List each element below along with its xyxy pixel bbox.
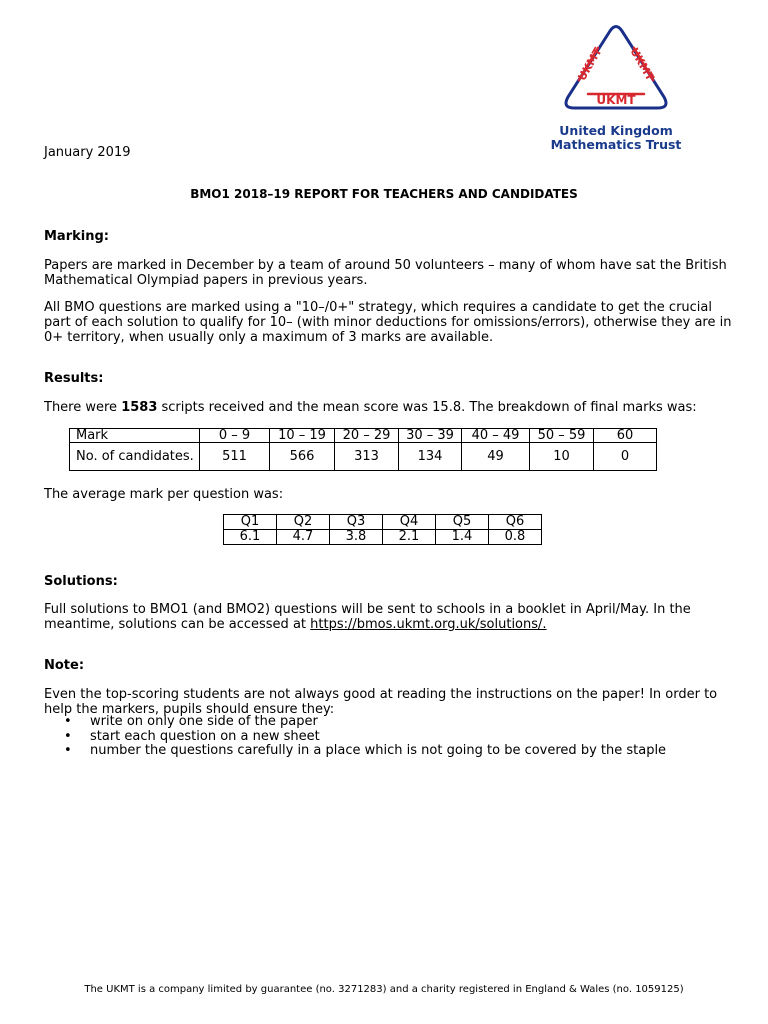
range-cell: 30 – 39 xyxy=(399,429,462,443)
range-cell: 60 xyxy=(594,429,657,443)
report-title: BMO1 2018–19 REPORT FOR TEACHERS AND CANDIDATES xyxy=(190,187,578,201)
bullet-icon: • xyxy=(64,728,72,744)
marking-paragraph-2: All BMO questions are marked using a "10–/0+" strategy, which requires a candidate to get the crucial part of each solution to qualify for 10– (with minor deductions for omissions/errors), otherwise they are in 0+ territory, when usually only a maximum of 3 marks are available. xyxy=(44,300,732,345)
logo-band-bottom-text: UKMT xyxy=(596,93,636,107)
list-item xyxy=(64,730,666,745)
average-cell: 2.1 xyxy=(383,530,436,545)
table-row xyxy=(224,530,542,545)
bullet-text: number the questions carefully in a place which is not going to be covered by the staple xyxy=(90,743,667,758)
count-cell: 313 xyxy=(335,443,399,471)
logo-band-right-text: UKMT xyxy=(627,45,657,84)
average-cell: 3.8 xyxy=(330,530,383,545)
table-row xyxy=(224,515,542,530)
logo-band-left-text: UKMT xyxy=(575,45,605,84)
solutions-link[interactable]: https://bmos.ukmt.org.uk/solutions/. xyxy=(310,617,547,632)
marking-heading: Marking: xyxy=(44,229,109,244)
bullet-text: start each question on a new sheet xyxy=(90,728,320,744)
range-cell: 50 – 59 xyxy=(530,429,594,443)
table-row xyxy=(70,429,657,443)
results-heading: Results: xyxy=(44,371,104,386)
average-cell: 1.4 xyxy=(436,530,489,545)
bullet-icon: • xyxy=(64,714,72,729)
report-date: January 2019 xyxy=(44,145,131,160)
count-cell: 49 xyxy=(462,443,530,471)
question-cell: Q4 xyxy=(383,515,436,530)
note-heading: Note: xyxy=(44,658,85,673)
solutions-heading: Solutions: xyxy=(44,574,118,589)
average-cell: 0.8 xyxy=(489,530,542,545)
org-name-line1: United Kingdom xyxy=(559,123,673,138)
page-footer: The UKMT is a company limited by guarantee (no. 3271283) and a charity registered in England & Wales (no. 1059125) xyxy=(84,984,684,995)
mark-row-label: Mark xyxy=(70,429,200,443)
results-intro-before: There were xyxy=(44,400,122,415)
table-row xyxy=(70,443,657,471)
marks-breakdown-table xyxy=(69,428,657,471)
note-paragraph: Even the top-scoring students are not always good at reading the instructions on the paper! In order to help the markers, pupils should ensure they: xyxy=(44,687,718,717)
range-cell: 40 – 49 xyxy=(462,429,530,443)
count-cell: 10 xyxy=(530,443,594,471)
question-cell: Q6 xyxy=(489,515,542,530)
organisation-name xyxy=(548,124,684,152)
question-cell: Q2 xyxy=(277,515,330,530)
question-cell: Q1 xyxy=(224,515,277,530)
range-cell: 20 – 29 xyxy=(335,429,399,443)
results-intro-after: scripts received and the mean score was 15.8. The breakdown of final marks was: xyxy=(157,400,697,415)
count-cell: 511 xyxy=(200,443,270,471)
bullet-icon: • xyxy=(64,743,72,758)
note-bullet-list xyxy=(64,715,666,759)
question-cell: Q5 xyxy=(436,515,489,530)
average-intro: The average mark per question was: xyxy=(44,487,284,502)
solutions-paragraph xyxy=(44,602,734,632)
question-average-table xyxy=(223,514,542,545)
marking-paragraph-1: Papers are marked in December by a team of around 50 volunteers – many of whom have sat the British Mathematical Olympiad papers in previous years. xyxy=(44,258,727,288)
average-cell: 6.1 xyxy=(224,530,277,545)
org-name-line2: Mathematics Trust xyxy=(550,137,682,152)
ukmt-triangle-logo-icon xyxy=(558,22,674,122)
count-cell: 566 xyxy=(270,443,335,471)
results-intro xyxy=(44,400,734,415)
count-cell: 0 xyxy=(594,443,657,471)
ukmt-logo xyxy=(548,22,684,152)
range-cell: 10 – 19 xyxy=(270,429,335,443)
bullet-text: write on only one side of the paper xyxy=(90,714,318,729)
list-item xyxy=(64,715,666,730)
scripts-count: 1583 xyxy=(121,400,158,415)
range-cell: 0 – 9 xyxy=(200,429,270,443)
count-cell: 134 xyxy=(399,443,462,471)
average-cell: 4.7 xyxy=(277,530,330,545)
list-item xyxy=(64,744,666,759)
candidates-row-label: No. of candidates. xyxy=(70,443,200,471)
solutions-text: Full solutions to BMO1 (and BMO2) questions will be sent to schools in a booklet in April/May. In the meantime, solutions can be accessed at xyxy=(44,602,691,632)
question-cell: Q3 xyxy=(330,515,383,530)
